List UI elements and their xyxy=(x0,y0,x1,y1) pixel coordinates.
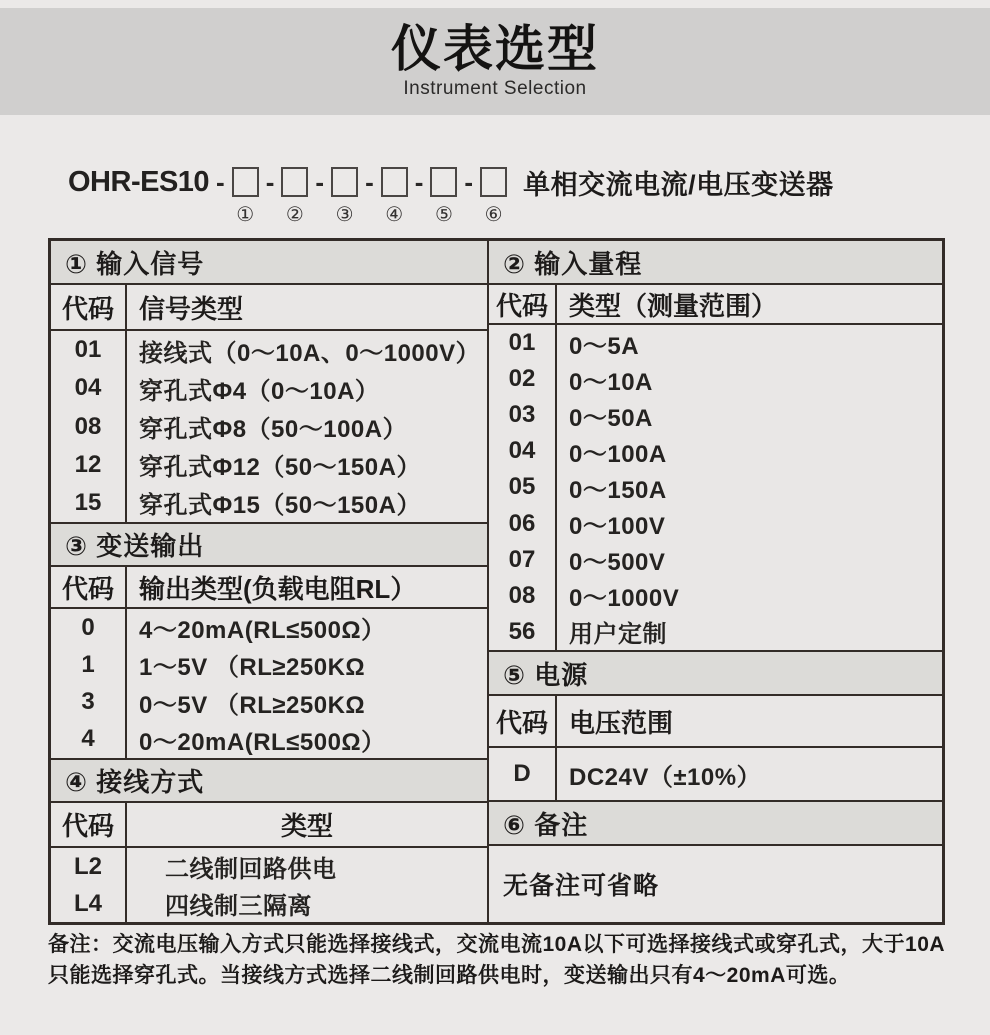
type-cell: 二线制回路供电 xyxy=(165,856,337,883)
section-3-columns xyxy=(51,567,487,609)
type-cell: 穿孔式Φ8（50～100A） xyxy=(139,416,408,443)
footnote: 备注：交流电压输入方式只能选择接线式，交流电流10A以下可选择接线式或穿孔式，大于10A只能选择穿孔式。当接线方式选择二线制回路供电时，变送输出只有4～20mA可选。 xyxy=(48,933,946,987)
code-cell: 15 xyxy=(74,488,102,516)
slot-number-3: ③ xyxy=(335,204,354,226)
section-3-code-cells xyxy=(51,609,127,758)
type-cell: 穿孔式Φ4（0～10A） xyxy=(139,377,380,405)
section-1-col-code: 代码 xyxy=(51,285,127,329)
section-3-title: ③ 变送输出 xyxy=(65,531,205,561)
model-box-5 xyxy=(430,167,457,197)
code-cell: L2 xyxy=(73,852,102,880)
type-cell: 穿孔式Φ12（50～150A） xyxy=(139,454,421,482)
section-1-body xyxy=(51,331,487,522)
slot-number-6: ⑥ xyxy=(484,204,503,226)
type-cell: 穿孔式Φ15（50～150A） xyxy=(139,492,421,520)
code-cell: 4 xyxy=(81,725,95,753)
code-cell: 01 xyxy=(508,329,536,357)
model-prefix: OHR-ES10 xyxy=(68,165,210,198)
code-cell: 04 xyxy=(508,437,536,465)
section-4-col-code: 代码 xyxy=(51,803,127,846)
slot-number-1: ① xyxy=(236,204,255,226)
page-banner xyxy=(0,8,990,115)
type-cell: 4～20mA(RL≤500Ω） xyxy=(139,617,386,645)
section-5-title: ⑤ 电源 xyxy=(503,659,589,690)
model-dash: - xyxy=(216,166,225,197)
page-subtitle: Instrument Selection xyxy=(403,78,587,99)
selection-table xyxy=(48,238,945,925)
type-cell: 0～500V xyxy=(569,549,666,577)
section-4-col-type: 类型 xyxy=(280,811,333,841)
model-dash: - xyxy=(464,166,474,197)
type-cell: 用户定制 xyxy=(569,621,667,649)
section-4-body xyxy=(51,848,487,922)
model-dash: - xyxy=(365,166,374,197)
section-5-header xyxy=(489,650,942,696)
code-cell: 3 xyxy=(81,688,95,716)
type-cell: 0～20mA(RL≤500Ω） xyxy=(139,728,386,756)
model-code-line xyxy=(68,164,834,226)
section-5-body xyxy=(489,748,942,800)
code-cell: 01 xyxy=(74,336,102,364)
section-6-header xyxy=(489,800,942,846)
type-cell: 0～1000V xyxy=(569,585,680,613)
model-dash: - xyxy=(265,166,275,197)
model-box-1 xyxy=(232,167,259,197)
page-title: 仪表选型 xyxy=(391,21,599,77)
section-2-title: ② 输入量程 xyxy=(503,248,643,279)
table-right-half xyxy=(487,241,942,922)
type-cell: 0～5A xyxy=(569,332,640,360)
section-6-body: 无备注可省略 xyxy=(489,846,942,922)
model-box-3 xyxy=(331,167,358,197)
section-4-title: ④ 接线方式 xyxy=(65,767,205,797)
model-box-6 xyxy=(480,167,507,197)
code-cell: 07 xyxy=(508,545,536,573)
code-cell: 08 xyxy=(508,581,536,609)
code-cell: 0 xyxy=(81,613,95,641)
section-2-col-type: 类型（测量范围） xyxy=(569,290,778,321)
section-4-code-cells xyxy=(51,848,127,922)
code-cell: 12 xyxy=(74,450,102,478)
section-2-header xyxy=(489,241,942,285)
product-name: 单相交流电流/电压变送器 xyxy=(523,169,834,200)
model-slot-3 xyxy=(331,167,358,226)
code-cell: 56 xyxy=(508,617,536,645)
section-1-header xyxy=(51,241,487,285)
section-1-type-cells xyxy=(127,331,487,522)
model-dash: - xyxy=(414,166,424,197)
section-3-col-code: 代码 xyxy=(51,567,127,607)
type-cell: 1～5V （RL≥250KΩ xyxy=(139,654,366,682)
section-3-body xyxy=(51,609,487,758)
type-cell: 0～50A xyxy=(569,404,653,432)
section-5-col-code: 代码 xyxy=(489,696,557,746)
slot-number-4: ④ xyxy=(385,204,404,226)
model-slot-2 xyxy=(281,167,308,226)
section-1-title: ① 输入信号 xyxy=(65,248,205,279)
model-slot-1 xyxy=(232,167,259,226)
code-cell: D xyxy=(513,760,531,787)
section-4-type-cells xyxy=(127,848,487,922)
code-cell: 03 xyxy=(508,401,536,429)
type-cell: 四线制三隔离 xyxy=(165,893,312,920)
table-left-half xyxy=(51,241,487,922)
type-cell: 0～100A xyxy=(569,440,667,468)
section-5-col-type: 电压范围 xyxy=(569,707,674,738)
model-box-2 xyxy=(281,167,308,197)
code-cell: 02 xyxy=(508,365,536,393)
section-5-columns xyxy=(489,696,942,748)
section-6-title: ⑥ 备注 xyxy=(503,809,589,840)
type-cell: 0～5V （RL≥250KΩ xyxy=(139,691,366,719)
section-2-body xyxy=(489,325,942,650)
model-slot-6 xyxy=(480,167,507,226)
type-cell: 0～100V xyxy=(569,513,666,541)
code-cell: 06 xyxy=(508,509,536,537)
section-3-type-cells xyxy=(127,609,487,758)
code-cell: 1 xyxy=(81,650,95,678)
slot-number-5: ⑤ xyxy=(434,204,453,226)
type-cell: DC24V（±10%） xyxy=(569,763,762,791)
section-1-columns xyxy=(51,285,487,331)
code-cell: 05 xyxy=(508,473,536,501)
section-5-type-cells xyxy=(557,748,942,800)
section-5-code-cells xyxy=(489,748,557,800)
model-slot-4 xyxy=(381,167,408,226)
section-4-header xyxy=(51,758,487,803)
model-slot-5 xyxy=(430,167,457,226)
code-cell: 04 xyxy=(74,374,102,402)
type-cell: 接线式（0～10A、0～1000V） xyxy=(139,339,481,367)
section-2-code-cells xyxy=(489,325,557,650)
section-2-columns xyxy=(489,285,942,325)
section-2-type-cells xyxy=(557,325,942,650)
code-cell: 08 xyxy=(74,412,102,440)
section-2-col-code: 代码 xyxy=(489,285,557,323)
model-box-4 xyxy=(381,167,408,197)
section-3-col-type: 输出类型(负载电阻RL） xyxy=(139,573,417,604)
type-cell: 0～150A xyxy=(569,476,667,504)
type-cell: 0～10A xyxy=(569,368,653,396)
section-4-columns xyxy=(51,803,487,848)
code-cell: L4 xyxy=(73,889,102,917)
slot-number-2: ② xyxy=(285,204,304,226)
section-1-code-cells xyxy=(51,331,127,522)
section-3-header xyxy=(51,522,487,567)
model-dash: - xyxy=(315,166,325,197)
section-1-col-type: 信号类型 xyxy=(139,293,244,324)
